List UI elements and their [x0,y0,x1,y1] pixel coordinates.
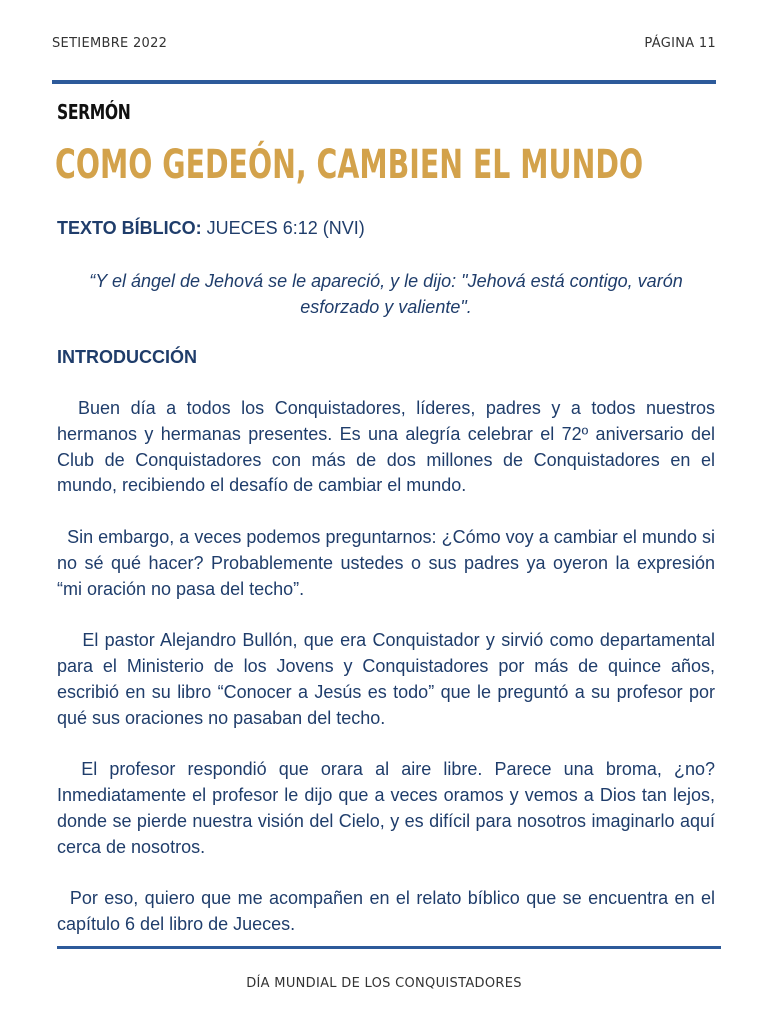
sermon-body [57,396,715,964]
footer-text: DÍA MUNDIAL DE LOS CONQUISTADORES [246,976,522,991]
bible-reference [57,218,365,239]
bottom-divider [57,946,721,949]
bible-verse: “Y el ángel de Jehová se le apareció, y le dijo: "Jehová está contigo, varón esforzado y valiente". [89,271,683,317]
section-label: SERMÓN [57,100,131,124]
intro-heading: INTRODUCCIÓN [57,347,197,367]
page-title: COMO GEDEÓN, CAMBIEN EL MUNDO [55,142,644,188]
paragraph: El profesor respondió que orara al aire libre. Parece una broma, ¿no? Inmediatamente el profesor le dijo que a veces oramos y vemos a Dios tan lejos, donde se pierde nuestra visión del Cielo, y es difícil para nosotros imaginarlo aquí cerca de nosotros. [57,759,715,857]
header-page-number: PÁGINA 11 [644,36,716,51]
paragraph: Por eso, quiero que me acompañen en el relato bíblico que se encuentra en el capítulo 6 del libro de Jueces. [57,888,715,934]
paragraph: El pastor Alejandro Bullón, que era Conquistador y sirvió como departamental para el Ministerio de los Jovens y Conquistadores por más de quince años, escribió en su libro “Conocer a Jesús es todo” que le preguntó a su profesor por qué sus oraciones no pasaban del techo. [57,630,715,728]
paragraph: Buen día a todos los Conquistadores, líderes, padres y a todos nuestros hermanos y hermanas presentes. Es una alegría celebrar el 72º aniversario del Club de Conquistadores con más de dos millones de Conquistadores en el mundo, recibiendo el desafío de cambiar el mundo. [57,398,715,496]
top-divider [52,80,716,84]
paragraph: Sin embargo, a veces podemos preguntarnos: ¿Cómo voy a cambiar el mundo si no sé qué hacer? Probablemente ustedes o sus padres ya oyeron la expresión “mi oración no pasa del techo”. [57,526,715,599]
header-date: SETIEMBRE 2022 [52,36,168,51]
bible-reference-value: JUECES 6:12 (NVI) [201,218,365,238]
bible-reference-label: TEXTO BÍBLICO: [57,218,202,238]
